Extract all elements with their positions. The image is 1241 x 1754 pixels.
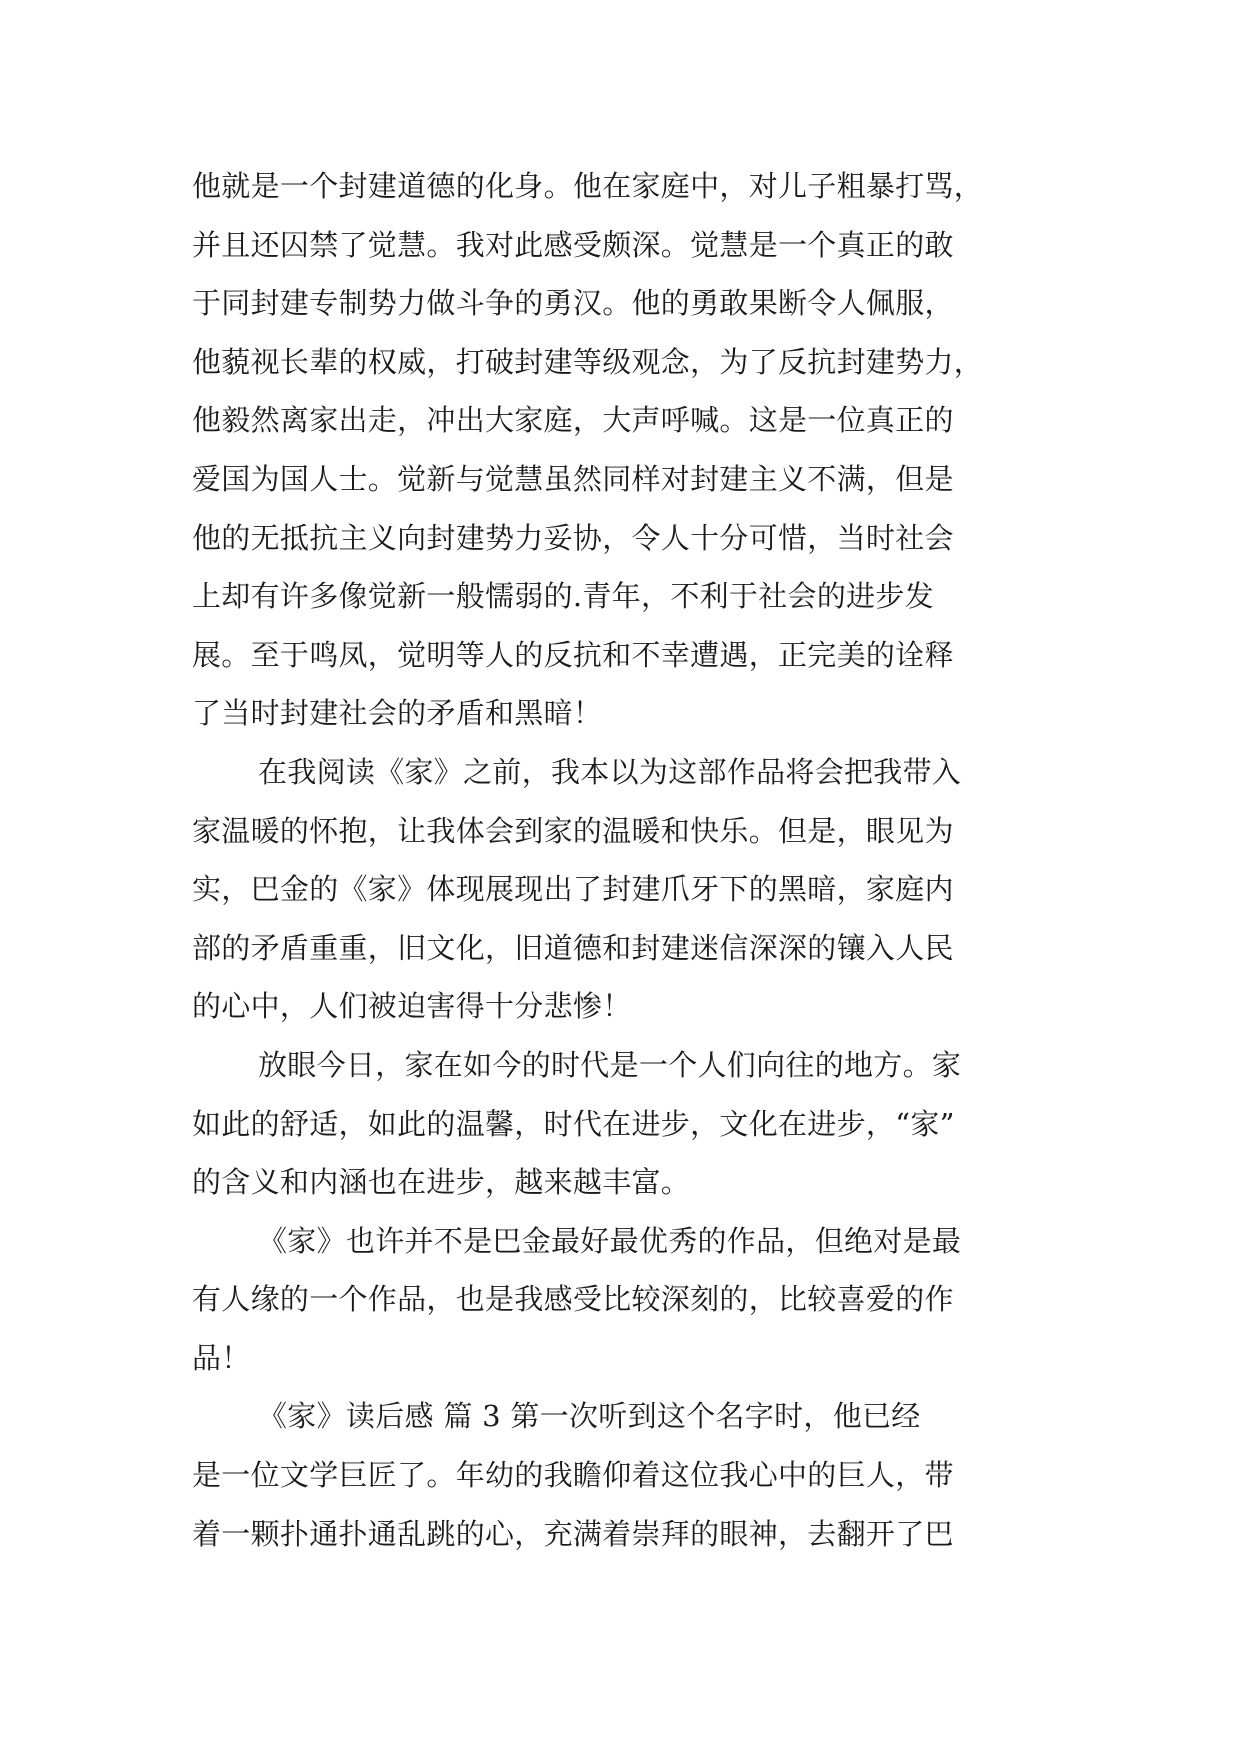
text-line: 的含义和内涵也在进步，越来越丰富。 [192,1165,691,1200]
body-text [192,157,1072,1563]
text-line: 上却有许多像觉新一般懦弱的.青年，不利于社会的进步发 [192,579,935,614]
text-line: 了当时封建社会的矛盾和黑暗！ [192,696,603,731]
text-line: 有人缘的一个作品，也是我感受比较深刻的，比较喜爱的作 [192,1282,954,1317]
text-line: 是一位文学巨匠了。年幼的我瞻仰着这位我心中的巨人，带 [192,1458,954,1493]
text-line: 在我阅读《家》之前，我本以为这部作品将会把我带入 [258,754,962,789]
text-line: 家温暖的怀抱，让我体会到家的温暖和快乐。但是，眼见为 [192,813,954,848]
text-line: 部的矛盾重重，旧文化，旧道德和封建迷信深深的镶入人民 [192,930,954,965]
text-line: 《家》也许并不是巴金最好最优秀的作品，但绝对是最 [258,1223,962,1258]
text-line: 他就是一个封建道德的化身。他在家庭中，对儿子粗暴打骂， [192,169,984,203]
text-line: 放眼今日，家在如今的时代是一个人们向往的地方。家 [258,1047,962,1082]
text-line: 着一颗扑通扑通乱跳的心，充满着崇拜的眼神，去翻开了巴 [192,1516,954,1551]
text-line: 他的无抵抗主义向封建势力妥协，令人十分可惜，当时社会 [192,520,954,555]
text-line: 并且还囚禁了觉慧。我对此感受颇深。觉慧是一个真正的敢 [192,227,954,262]
text-line: 如此的舒适，如此的温馨，时代在进步，文化在进步，“家” [192,1106,955,1141]
text-line: 爱国为国人士。觉新与觉慧虽然同样对封建主义不满，但是 [192,461,954,496]
text-line: 他毅然离家出走，冲出大家庭，大声呼喊。这是一位真正的 [192,403,954,438]
text-line: 他藐视长辈的权威，打破封建等级观念，为了反抗封建势力， [192,344,984,379]
text-line: 《家》读后感 篇 3 第一次听到这个名字时，他已经 [258,1399,921,1434]
text-line: 的心中，人们被迫害得十分悲惨！ [192,989,632,1024]
text-line: 展。至于鸣凤，觉明等人的反抗和不幸遭遇，正完美的诠释 [192,637,954,672]
text-line: 品！ [192,1340,251,1375]
text-line: 实，巴金的《家》体现展现出了封建爪牙下的黑暗，家庭内 [192,872,954,907]
text-line: 于同封建专制势力做斗争的勇汉。他的勇敢果断令人佩服， [192,286,954,321]
